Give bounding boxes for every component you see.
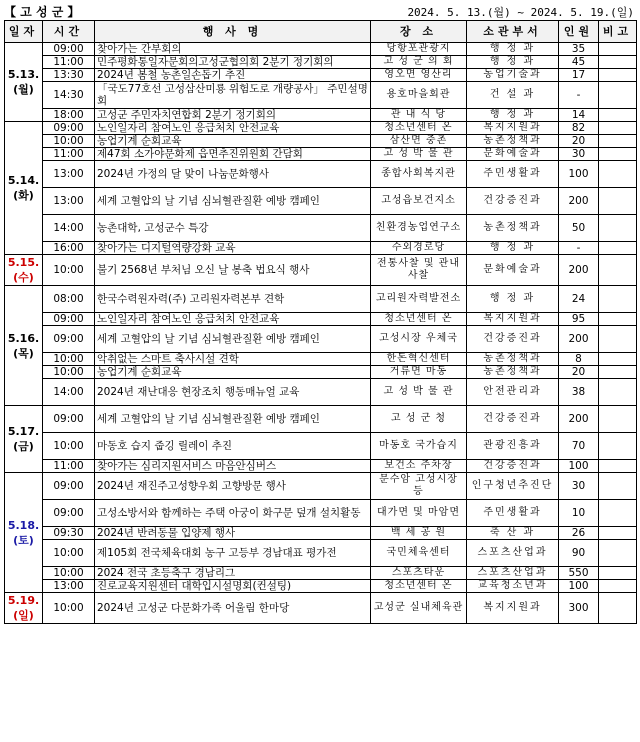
table-row	[5, 148, 637, 161]
dept-cell: 주민생활과	[467, 161, 559, 188]
note-cell	[599, 109, 637, 122]
people-cell: 550	[559, 567, 599, 580]
dept-cell: 농촌정책과	[467, 366, 559, 379]
note-cell	[599, 379, 637, 406]
day-weekday: (수)	[13, 271, 34, 284]
dept-cell: 행 정 과	[467, 242, 559, 255]
table-row	[5, 580, 637, 593]
event-cell: 진로교육지원센터 대학입시설명회(컨설팅)	[95, 580, 371, 593]
place-cell: 고성읍보건지소	[371, 188, 467, 215]
place-cell: 청소년센터 온	[371, 313, 467, 326]
note-cell	[599, 161, 637, 188]
note-cell	[599, 135, 637, 148]
report-header	[0, 0, 640, 20]
time-cell: 08:00	[43, 286, 95, 313]
people-cell: 38	[559, 379, 599, 406]
col-header-note: 비고	[599, 21, 637, 43]
time-cell: 11:00	[43, 460, 95, 473]
people-cell: 30	[559, 148, 599, 161]
dept-cell: 복지지원과	[467, 593, 559, 624]
event-cell: 2024년 가정의 달 맞이 나눔문화행사	[95, 161, 371, 188]
time-cell: 10:00	[43, 593, 95, 624]
dept-cell: 건강증진과	[467, 326, 559, 353]
col-header-date: 일자	[5, 21, 43, 43]
event-cell: 고성군 주민자치연합회 2분기 정기회의	[95, 109, 371, 122]
time-cell: 09:00	[43, 313, 95, 326]
place-cell: 고 성 박 물 관	[371, 379, 467, 406]
place-cell: 고리원자력발전소	[371, 286, 467, 313]
time-cell: 09:00	[43, 473, 95, 500]
event-cell: 노인일자리 참여노인 응급처치 안전교육	[95, 313, 371, 326]
day-cell	[5, 122, 43, 255]
day-cell	[5, 255, 43, 286]
day-weekday: (화)	[13, 189, 34, 202]
place-cell: 청소년센터 온	[371, 580, 467, 593]
people-cell: 14	[559, 109, 599, 122]
time-cell: 11:00	[43, 56, 95, 69]
time-cell: 09:00	[43, 43, 95, 56]
place-cell: 고 성 군 청	[371, 406, 467, 433]
table-row	[5, 43, 637, 56]
table-row	[5, 56, 637, 69]
table-row	[5, 255, 637, 286]
time-cell: 14:00	[43, 379, 95, 406]
time-cell: 10:00	[43, 255, 95, 286]
people-cell: 20	[559, 135, 599, 148]
event-cell: 마동호 습지 줍깅 릴레이 추진	[95, 433, 371, 460]
day-weekday: (월)	[13, 83, 34, 96]
event-cell: 「국도77호선 고성삼산미룡 위험도로 개량공사」 주민설명회	[95, 82, 371, 109]
note-cell	[599, 593, 637, 624]
people-cell: -	[559, 82, 599, 109]
people-cell: 70	[559, 433, 599, 460]
dept-cell: 건강증진과	[467, 406, 559, 433]
event-cell: 농촌대학, 고성군수 특강	[95, 215, 371, 242]
dept-cell: 건강증진과	[467, 460, 559, 473]
table-row	[5, 500, 637, 527]
event-cell: 제105회 전국체육대회 농구 고등부 경남대표 평가전	[95, 540, 371, 567]
place-cell: 청소년센터 온	[371, 122, 467, 135]
dept-cell: 농촌정책과	[467, 135, 559, 148]
place-cell: 보건소 주차장	[371, 460, 467, 473]
time-cell: 13:00	[43, 188, 95, 215]
place-cell: 삼산면 중촌	[371, 135, 467, 148]
day-cell	[5, 473, 43, 593]
place-cell: 친환경농업연구소	[371, 215, 467, 242]
table-row	[5, 527, 637, 540]
day-cell	[5, 286, 43, 406]
dept-cell: 문화예술과	[467, 148, 559, 161]
table-row	[5, 69, 637, 82]
place-cell: 마동호 국가습지	[371, 433, 467, 460]
dept-cell: 교육청소년과	[467, 580, 559, 593]
time-cell: 10:00	[43, 366, 95, 379]
place-cell: 종합사회복지관	[371, 161, 467, 188]
people-cell: 200	[559, 326, 599, 353]
day-weekday: (금)	[13, 440, 34, 453]
people-cell: 30	[559, 473, 599, 500]
event-cell: 악취없는 스마트 축사시설 견학	[95, 353, 371, 366]
event-cell: 찾아가는 디지털역량강화 교육	[95, 242, 371, 255]
note-cell	[599, 188, 637, 215]
place-cell: 대가면 및 마암면	[371, 500, 467, 527]
time-cell: 09:00	[43, 122, 95, 135]
place-cell: 고성시장 우체국	[371, 326, 467, 353]
time-cell: 10:00	[43, 433, 95, 460]
people-cell: 82	[559, 122, 599, 135]
event-cell: 2024년 봄철 농촌일손돕기 추진	[95, 69, 371, 82]
place-cell: 당항포관광지	[371, 43, 467, 56]
event-cell: 찾아가는 심리지원서비스 마음안심버스	[95, 460, 371, 473]
day-date: 5.14.	[7, 174, 40, 187]
time-cell: 10:00	[43, 540, 95, 567]
table-row	[5, 433, 637, 460]
col-header-dept: 소관부서	[467, 21, 559, 43]
day-cell	[5, 43, 43, 122]
event-cell: 농업기계 순회교육	[95, 135, 371, 148]
note-cell	[599, 286, 637, 313]
people-cell: 8	[559, 353, 599, 366]
table-row	[5, 567, 637, 580]
note-cell	[599, 313, 637, 326]
time-cell: 18:00	[43, 109, 95, 122]
event-cell: 한국수력원자력(주) 고리원자력본부 견학	[95, 286, 371, 313]
table-row	[5, 353, 637, 366]
note-cell	[599, 500, 637, 527]
place-cell: 거류면 마동	[371, 366, 467, 379]
schedule-body	[5, 43, 637, 624]
note-cell	[599, 567, 637, 580]
day-date: 5.17.	[7, 425, 40, 438]
day-date: 5.15.	[7, 256, 40, 269]
place-cell: 스포츠타운	[371, 567, 467, 580]
day-date: 5.19.	[7, 594, 40, 607]
people-cell: 17	[559, 69, 599, 82]
note-cell	[599, 242, 637, 255]
note-cell	[599, 527, 637, 540]
table-row	[5, 82, 637, 109]
event-cell: 노인일자리 참여노인 응급처치 안전교육	[95, 122, 371, 135]
dept-cell: 행 정 과	[467, 43, 559, 56]
day-cell	[5, 406, 43, 473]
day-weekday: (목)	[13, 346, 34, 360]
time-cell: 13:00	[43, 580, 95, 593]
people-cell: 100	[559, 161, 599, 188]
table-row	[5, 286, 637, 313]
place-cell: 한돈혁신센터	[371, 353, 467, 366]
dept-cell: 관광진흥과	[467, 433, 559, 460]
note-cell	[599, 326, 637, 353]
dept-cell: 주민생활과	[467, 500, 559, 527]
day-date: 5.18.	[7, 518, 40, 532]
table-row	[5, 326, 637, 353]
time-cell: 11:00	[43, 148, 95, 161]
dept-cell: 행 정 과	[467, 286, 559, 313]
note-cell	[599, 122, 637, 135]
date-range: 2024. 5. 13.(월) ~ 2024. 5. 19.(일)	[407, 6, 634, 19]
dept-cell: 농촌정책과	[467, 353, 559, 366]
dept-cell: 인구청년추진단	[467, 473, 559, 500]
table-row	[5, 161, 637, 188]
time-cell: 14:30	[43, 82, 95, 109]
event-cell: 불기 2568년 부처님 오신 날 봉축 법요식 행사	[95, 255, 371, 286]
note-cell	[599, 366, 637, 379]
people-cell: 200	[559, 406, 599, 433]
day-weekday: (일)	[13, 609, 34, 622]
place-cell: 고 성 군 의 회	[371, 56, 467, 69]
table-header-row	[5, 21, 637, 43]
people-cell: 200	[559, 255, 599, 286]
place-cell: 전통사찰 및 관내 사찰	[371, 255, 467, 286]
event-cell: 고성소방서와 함께하는 주택 아궁이 화구문 덮개 설치활동	[95, 500, 371, 527]
dept-cell: 스포츠산업과	[467, 567, 559, 580]
people-cell: 26	[559, 527, 599, 540]
time-cell: 09:30	[43, 527, 95, 540]
people-cell: 300	[559, 593, 599, 624]
people-cell: 100	[559, 580, 599, 593]
people-cell: 90	[559, 540, 599, 567]
day-date: 5.13.	[7, 68, 40, 81]
dept-cell: 건 설 과	[467, 82, 559, 109]
event-cell: 2024년 반려동물 입양제 행사	[95, 527, 371, 540]
dept-cell: 농업기술과	[467, 69, 559, 82]
org-title: 【 고 성 군 】	[4, 5, 80, 19]
table-row	[5, 242, 637, 255]
event-cell: 농업기계 순회교육	[95, 366, 371, 379]
event-cell: 세계 고혈압의 날 기념 심뇌혈관질환 예방 캠페인	[95, 406, 371, 433]
note-cell	[599, 148, 637, 161]
col-header-time: 시간	[43, 21, 95, 43]
time-cell: 10:00	[43, 353, 95, 366]
dept-cell: 복지지원과	[467, 122, 559, 135]
people-cell: 20	[559, 366, 599, 379]
event-cell: 2024년 재난대응 현장조치 행동매뉴얼 교육	[95, 379, 371, 406]
note-cell	[599, 43, 637, 56]
table-row	[5, 406, 637, 433]
note-cell	[599, 353, 637, 366]
time-cell: 09:00	[43, 500, 95, 527]
people-cell: 50	[559, 215, 599, 242]
place-cell: 용호마을회관	[371, 82, 467, 109]
place-cell: 국민체육센터	[371, 540, 467, 567]
col-header-event: 행 사 명	[95, 21, 371, 43]
note-cell	[599, 56, 637, 69]
note-cell	[599, 255, 637, 286]
note-cell	[599, 460, 637, 473]
note-cell	[599, 580, 637, 593]
people-cell: 10	[559, 500, 599, 527]
day-weekday: (토)	[13, 533, 34, 547]
note-cell	[599, 82, 637, 109]
table-row	[5, 188, 637, 215]
day-cell	[5, 593, 43, 624]
place-cell: 백 세 공 원	[371, 527, 467, 540]
event-cell: 세계 고혈압의 날 기념 심뇌혈관질환 예방 캠페인	[95, 188, 371, 215]
day-date: 5.16.	[7, 331, 40, 345]
time-cell: 13:00	[43, 161, 95, 188]
event-cell: 세계 고혈압의 날 기념 심뇌혈관질환 예방 캠페인	[95, 326, 371, 353]
table-row	[5, 366, 637, 379]
table-row	[5, 215, 637, 242]
people-cell: 45	[559, 56, 599, 69]
people-cell: 200	[559, 188, 599, 215]
table-row	[5, 460, 637, 473]
place-cell: 관 내 식 당	[371, 109, 467, 122]
note-cell	[599, 540, 637, 567]
event-cell: 제47회 소가야문화제 읍면추진위원회 간담회	[95, 148, 371, 161]
dept-cell: 행 정 과	[467, 56, 559, 69]
dept-cell: 건강증진과	[467, 188, 559, 215]
col-header-people: 인원	[559, 21, 599, 43]
table-row	[5, 313, 637, 326]
dept-cell: 행 정 과	[467, 109, 559, 122]
dept-cell: 안전관리과	[467, 379, 559, 406]
people-cell: 95	[559, 313, 599, 326]
people-cell: 35	[559, 43, 599, 56]
note-cell	[599, 215, 637, 242]
time-cell: 09:00	[43, 326, 95, 353]
place-cell: 수외경로당	[371, 242, 467, 255]
event-cell: 2024년 재진주고성향우회 고향방문 행사	[95, 473, 371, 500]
time-cell: 16:00	[43, 242, 95, 255]
dept-cell: 축 산 과	[467, 527, 559, 540]
dept-cell: 농촌정책과	[467, 215, 559, 242]
table-row	[5, 109, 637, 122]
table-row	[5, 379, 637, 406]
table-row	[5, 135, 637, 148]
event-cell: 2024년 고성군 다문화가족 어울림 한마당	[95, 593, 371, 624]
event-cell: 찾아가는 간부회의	[95, 43, 371, 56]
dept-cell: 복지지원과	[467, 313, 559, 326]
time-cell: 09:00	[43, 406, 95, 433]
col-header-place: 장 소	[371, 21, 467, 43]
note-cell	[599, 406, 637, 433]
table-row	[5, 473, 637, 500]
note-cell	[599, 433, 637, 460]
dept-cell: 스포츠산업과	[467, 540, 559, 567]
schedule-table	[4, 20, 637, 624]
time-cell: 14:00	[43, 215, 95, 242]
time-cell: 10:00	[43, 135, 95, 148]
note-cell	[599, 473, 637, 500]
dept-cell: 문화예술과	[467, 255, 559, 286]
table-row	[5, 122, 637, 135]
place-cell: 고 성 박 물 관	[371, 148, 467, 161]
people-cell: 100	[559, 460, 599, 473]
people-cell: 24	[559, 286, 599, 313]
table-row	[5, 593, 637, 624]
people-cell: -	[559, 242, 599, 255]
event-cell: 민주평화통일자문회의고성군협의회 2분기 정기회의	[95, 56, 371, 69]
time-cell: 13:30	[43, 69, 95, 82]
event-cell: 2024 전국 초등축구 경남리그	[95, 567, 371, 580]
place-cell: 문수암 고성시장 등	[371, 473, 467, 500]
time-cell: 10:00	[43, 567, 95, 580]
note-cell	[599, 69, 637, 82]
place-cell: 고성군 실내체육관	[371, 593, 467, 624]
place-cell: 영오면 영산리	[371, 69, 467, 82]
table-row	[5, 540, 637, 567]
